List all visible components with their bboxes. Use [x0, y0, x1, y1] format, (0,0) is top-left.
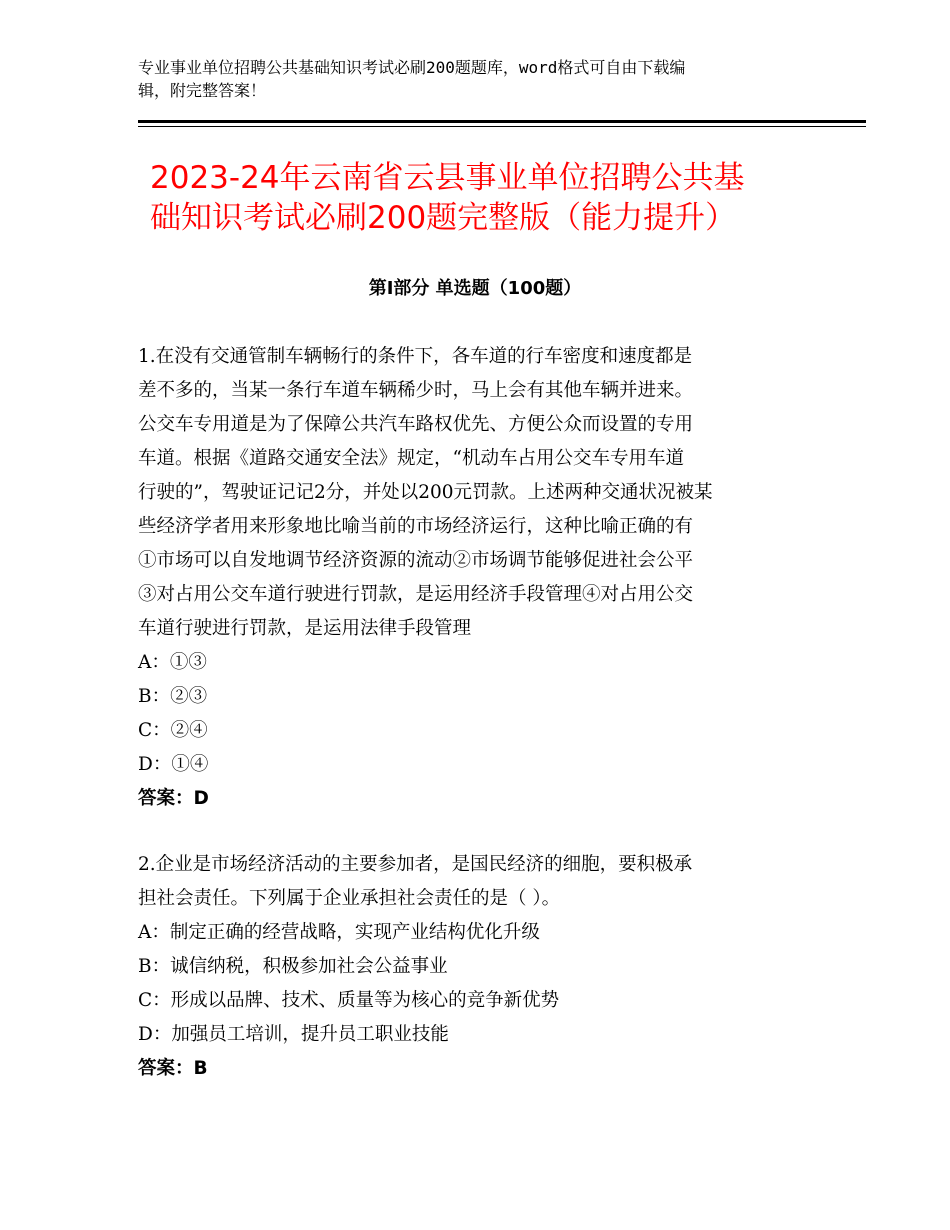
- header-rule-thick: [138, 120, 866, 123]
- question-1-stem-line-2: 差不多的，当某一条行车道车辆稀少时，马上会有其他车辆并进来。: [138, 380, 694, 401]
- question-1-stem-line-1: 1.在没有交通管制车辆畅行的条件下，各车道的行车密度和速度都是: [138, 346, 693, 367]
- question-2-stem-line-2: 担社会责任。下列属于企业承担社会责任的是（ ）。: [138, 888, 561, 909]
- question-2-answer: 答案：B: [138, 1058, 208, 1079]
- question-1-option-a: A：①③: [138, 652, 207, 673]
- question-2-option-a: A：制定正确的经营战略，实现产业结构优化升级: [138, 922, 540, 943]
- page-header: [138, 56, 778, 102]
- question-1-stem-line-4: 车道。根据《道路交通安全法》规定，“机动车占用公交车专用车道: [138, 448, 684, 469]
- title-line-1: 2023-24年云南省云县事业单位招聘公共基: [150, 160, 745, 196]
- title-line-2: 础知识考试必刷200题完整版（能力提升）: [150, 200, 737, 236]
- question-1: [138, 340, 818, 816]
- question-1-answer: 答案：D: [138, 788, 209, 809]
- header-line-1: 专业事业单位招聘公共基础知识考试必刷200题题库，word格式可自由下载编: [138, 58, 686, 77]
- question-2-option-c: C：形成以品牌、技术、质量等为核心的竞争新优势: [138, 990, 560, 1011]
- header-rule-thin: [138, 126, 866, 127]
- question-1-stem-line-3: 公交车专用道是为了保障公共汽车路权优先、方便公众而设置的专用: [138, 414, 694, 435]
- question-1-stem-line-8: ③对占用公交车道行驶进行罚款，是运用经济手段管理④对占用公交: [138, 584, 694, 605]
- question-2-stem-line-1: 2.企业是市场经济活动的主要参加者，是国民经济的细胞，要积极承: [138, 854, 693, 875]
- document-title: [150, 158, 810, 238]
- question-1-stem-line-7: ①市场可以自发地调节经济资源的流动②市场调节能够促进社会公平: [138, 550, 694, 571]
- question-1-option-d: D：①④: [138, 754, 209, 775]
- questions-list: [138, 340, 818, 1086]
- question-1-stem-line-6: 些经济学者用来形象地比喻当前的市场经济运行，这种比喻正确的有: [138, 516, 694, 537]
- question-1-option-c: C：②④: [138, 720, 208, 741]
- section-heading: 第Ⅰ部分 单选题（100题）: [368, 278, 582, 299]
- question-2-option-d: D：加强员工培训，提升员工职业技能: [138, 1024, 449, 1045]
- question-1-option-b: B：②③: [138, 686, 208, 707]
- question-1-stem-line-9: 车道行驶进行罚款，是运用法律手段管理: [138, 618, 472, 639]
- question-spacer: [138, 816, 818, 848]
- header-line-2: 辑，附完整答案！: [138, 81, 267, 100]
- question-1-stem-line-5: 行驶的”，驾驶证记记2分，并处以200元罚款。上述两种交通状况被某: [138, 482, 713, 503]
- question-2: [138, 848, 818, 1086]
- question-2-option-b: B：诚信纳税，积极参加社会公益事业: [138, 956, 448, 977]
